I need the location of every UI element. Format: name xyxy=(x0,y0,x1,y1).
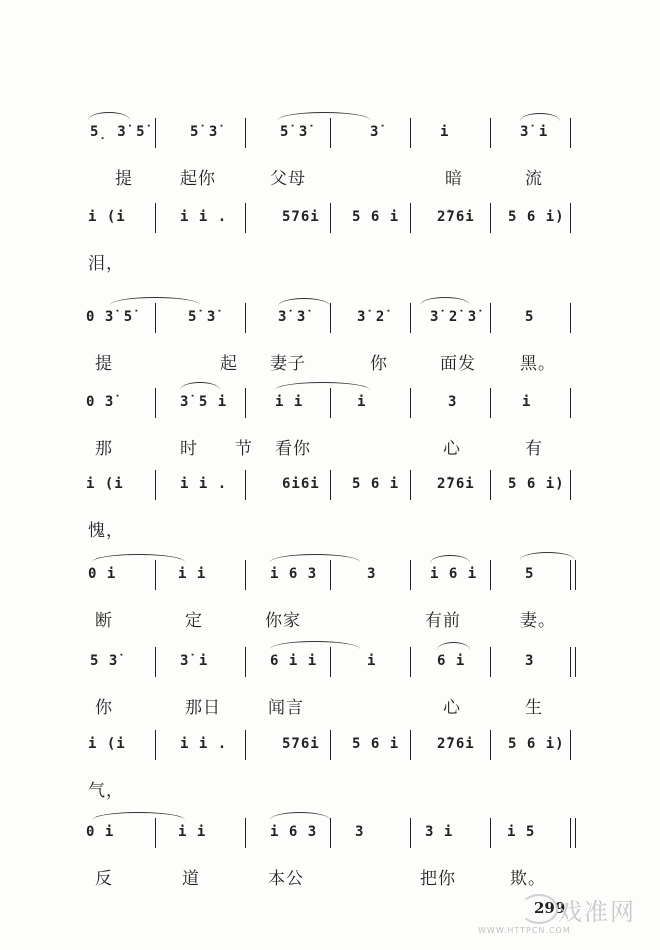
lyric: 把你 xyxy=(420,869,456,889)
lyric: 起你 xyxy=(180,169,216,189)
bar-line xyxy=(570,118,571,148)
measure-notes: 2̇76i xyxy=(437,476,475,492)
bar-line xyxy=(155,730,156,760)
bar-line xyxy=(490,303,491,333)
bar-line xyxy=(490,118,491,148)
measure-notes: 5 3̇ xyxy=(90,653,119,669)
measure-notes: i xyxy=(357,394,367,410)
measure-notes: i i xyxy=(275,394,304,410)
lyric: 看你 xyxy=(275,439,311,459)
measure-notes: 3 xyxy=(525,653,535,669)
measure-notes: 3̇ 2̇ xyxy=(357,309,386,325)
slur xyxy=(520,113,560,121)
score-system xyxy=(0,730,660,820)
lyric: 暗 xyxy=(445,169,463,189)
bar-line xyxy=(570,818,571,848)
lyric: 黑。 xyxy=(520,354,556,374)
bar-line xyxy=(330,303,331,333)
lyric: 定 xyxy=(185,611,203,631)
score-system xyxy=(0,118,660,208)
bar-line xyxy=(570,388,571,418)
lyric: 节 xyxy=(235,439,253,459)
measure-notes: i 5 xyxy=(507,824,536,840)
lyric: 愧， xyxy=(88,521,124,541)
lyric: 生 xyxy=(525,698,543,718)
lyric: 时 xyxy=(180,439,198,459)
watermark xyxy=(468,884,648,944)
bar-line xyxy=(330,647,331,677)
measure-notes: 5̣ 3̇ 5̇ xyxy=(90,124,146,140)
bar-line xyxy=(410,647,411,677)
measure-notes: i xyxy=(440,124,450,140)
measure-notes: 5 6 i) xyxy=(508,476,565,492)
bar-line xyxy=(245,647,246,677)
measure-notes: i xyxy=(367,653,377,669)
bar-line xyxy=(245,303,246,333)
bar-line xyxy=(570,470,571,500)
score-system xyxy=(0,203,660,293)
measure-notes: i 6 3 xyxy=(270,566,318,582)
bar-line xyxy=(410,730,411,760)
bar-line xyxy=(490,730,491,760)
measure-notes: 3 xyxy=(367,566,377,582)
lyric: 道 xyxy=(182,869,200,889)
bar-line xyxy=(245,118,246,148)
measure-notes: 5 6 i) xyxy=(508,736,565,752)
measure-notes: i (i xyxy=(86,476,124,492)
bar-line xyxy=(330,818,331,848)
lyric: 你 xyxy=(95,698,113,718)
bar-line xyxy=(330,560,331,590)
measure-notes: 3̇ i xyxy=(520,124,549,140)
measure-notes: 6i6i xyxy=(282,476,320,492)
bar-line xyxy=(155,470,156,500)
measure-notes: i xyxy=(522,394,532,410)
measure-notes: 5̇ 3̇ xyxy=(188,309,217,325)
bar-line xyxy=(155,647,156,677)
measure-notes: 3 i xyxy=(425,824,454,840)
bar-line xyxy=(490,388,491,418)
bar-line xyxy=(245,560,246,590)
measure-notes: i i . xyxy=(180,736,228,752)
bar-line xyxy=(155,388,156,418)
measure-notes: 576i xyxy=(282,736,320,752)
bar-line xyxy=(155,560,156,590)
measure-notes: i i xyxy=(178,566,207,582)
lyric: 你 xyxy=(370,354,388,374)
lyric: 父母 xyxy=(270,169,306,189)
measure-notes: 5 xyxy=(525,309,535,325)
score-system xyxy=(0,560,660,650)
measure-notes: i i . xyxy=(180,476,228,492)
measure-notes: i 6 3 xyxy=(270,824,318,840)
score-system xyxy=(0,303,660,393)
lyric: 那日 xyxy=(185,698,221,718)
bar-line xyxy=(245,818,246,848)
lyric: 有 xyxy=(525,439,543,459)
measure-notes: 5̇ 3̇ xyxy=(280,124,309,140)
measure-notes: 3 xyxy=(448,394,458,410)
bar-line xyxy=(155,203,156,233)
measure-notes: 5 6 i xyxy=(352,476,400,492)
lyric: 提 xyxy=(115,169,133,189)
measure-notes: 6 i i xyxy=(270,653,318,669)
slur xyxy=(278,298,330,306)
bar-line xyxy=(155,118,156,148)
measure-notes: 576i xyxy=(282,209,320,225)
slur xyxy=(420,297,470,305)
lyric: 有前 xyxy=(425,611,461,631)
measure-notes: i 6 i xyxy=(430,566,478,582)
measure-notes: i (i xyxy=(88,209,126,225)
lyric: 气， xyxy=(88,781,124,801)
lyric: 那 xyxy=(95,439,113,459)
bar-line xyxy=(410,303,411,333)
measure-notes: 0 3̇ 5̇ xyxy=(86,309,134,325)
measure-notes: 3̇ xyxy=(370,124,380,140)
measure-notes: 5 6 i xyxy=(352,736,400,752)
bar-line xyxy=(245,203,246,233)
bar-line xyxy=(570,647,571,677)
bar-line xyxy=(330,118,331,148)
measure-notes: 3̇ 2̇ 3̇ xyxy=(430,309,478,325)
lyric: 心 xyxy=(443,698,461,718)
lyric: 欺。 xyxy=(510,869,546,889)
watermark-logo: 戏准网 xyxy=(558,898,636,926)
measure-notes: 0 i xyxy=(86,824,115,840)
watermark-url: WWW.HTTPCN.COM xyxy=(478,926,571,935)
page-number: 299 xyxy=(534,899,566,917)
lyric: 提 xyxy=(95,354,113,374)
lyric: 起 xyxy=(220,354,238,374)
bar-line xyxy=(155,303,156,333)
bar-line xyxy=(410,203,411,233)
lyric: 断 xyxy=(95,611,113,631)
measure-notes: 0 3̇ xyxy=(86,394,115,410)
bar-line xyxy=(245,388,246,418)
measure-notes: 5 xyxy=(525,566,535,582)
bar-line xyxy=(490,647,491,677)
lyric: 本公 xyxy=(268,869,304,889)
measure-notes: i i xyxy=(178,824,207,840)
lyric: 反 xyxy=(95,869,113,889)
bar-line xyxy=(575,647,576,677)
bar-line xyxy=(330,203,331,233)
slur xyxy=(110,297,200,305)
bar-line xyxy=(570,730,571,760)
bar-line xyxy=(410,470,411,500)
bar-line xyxy=(155,818,156,848)
measure-notes: i i . xyxy=(180,209,228,225)
score-system xyxy=(0,470,660,560)
bar-line xyxy=(245,470,246,500)
bar-line xyxy=(410,818,411,848)
bar-line xyxy=(490,818,491,848)
measure-notes: 2̇76i xyxy=(437,209,475,225)
bar-line xyxy=(410,560,411,590)
score-system xyxy=(0,647,660,737)
measure-notes: 5̇ 3̇ xyxy=(190,124,219,140)
measure-notes: 3̇ i xyxy=(180,653,209,669)
lyric: 流 xyxy=(525,169,543,189)
bar-line xyxy=(570,560,571,590)
slur xyxy=(278,112,370,120)
score-system xyxy=(0,388,660,478)
measure-notes: 3̇ 5 i xyxy=(180,394,228,410)
bar-line xyxy=(410,118,411,148)
slur xyxy=(88,112,130,120)
bar-line xyxy=(575,560,576,590)
bar-line xyxy=(570,203,571,233)
measure-notes: 5 6 i) xyxy=(508,209,565,225)
bar-line xyxy=(575,818,576,848)
measure-notes: 0 i xyxy=(88,566,117,582)
bar-line xyxy=(330,730,331,760)
measure-notes: 6 i xyxy=(437,653,466,669)
measure-notes: 3 xyxy=(355,824,365,840)
bar-line xyxy=(490,560,491,590)
bar-line xyxy=(330,470,331,500)
measure-notes: 5 6 i xyxy=(352,209,400,225)
lyric: 心 xyxy=(443,439,461,459)
bar-line xyxy=(410,388,411,418)
lyric: 闻言 xyxy=(268,698,304,718)
watermark-swirl-icon xyxy=(520,894,558,924)
lyric: 妻。 xyxy=(520,611,556,631)
measure-notes: 2̇76i xyxy=(437,736,475,752)
lyric: 你家 xyxy=(265,611,301,631)
lyric: 泪， xyxy=(88,254,124,274)
measure-notes: i (i xyxy=(88,736,126,752)
lyric: 面发 xyxy=(440,354,476,374)
measure-notes: 3̇ 3̇ xyxy=(278,309,307,325)
bar-line xyxy=(490,470,491,500)
bar-line xyxy=(330,388,331,418)
bar-line xyxy=(245,730,246,760)
bar-line xyxy=(490,203,491,233)
lyric: 妻子 xyxy=(270,354,306,374)
bar-line xyxy=(570,303,571,333)
